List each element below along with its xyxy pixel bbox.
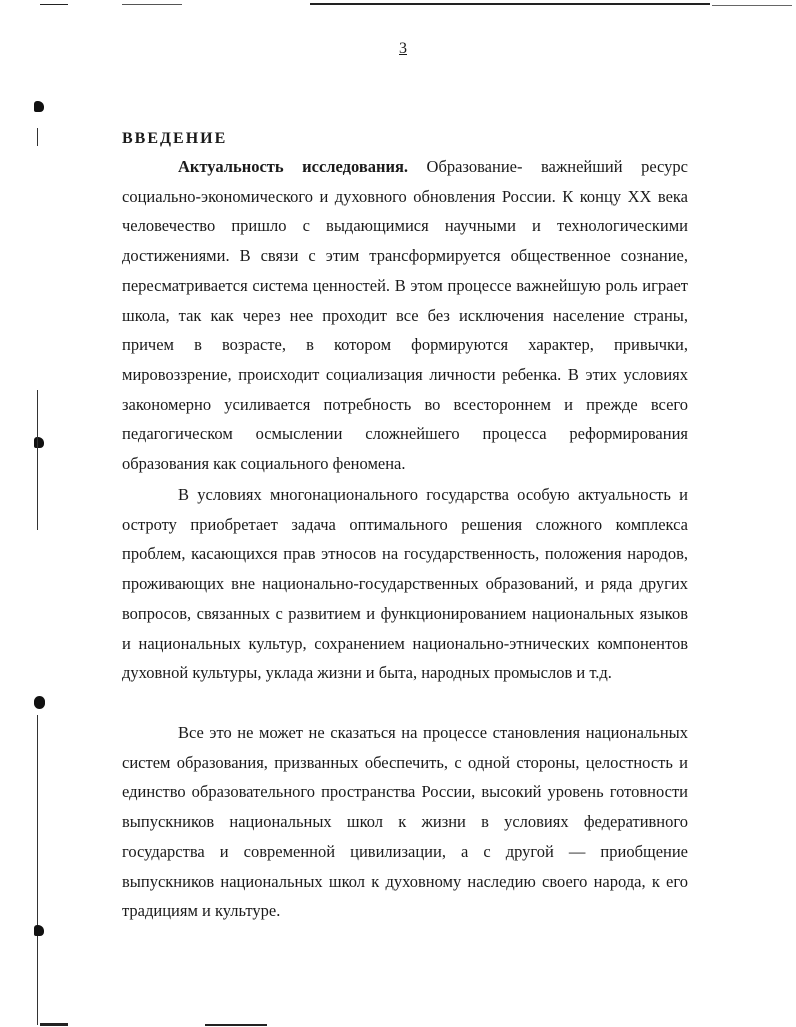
paragraph-national-education: Все это не может не сказаться на процессе становления национальных систем образования, призванных обеспечить, с одной стороны, целостность и единство образовательного пространства России, высокий уровень готовности выпускников национальных школ к жизни в условиях федеративного государства и современной цивилизации, а с другой — приобщение выпускников национальных школ к духовному наследию своего народа, к его традициям и культуре. bbox=[122, 723, 688, 921]
page-number: 3 bbox=[399, 40, 407, 57]
scan-artifact-top-rule bbox=[310, 3, 710, 5]
scan-artifact-bottom-left bbox=[40, 1023, 68, 1026]
section-heading: ВВЕДЕНИЕ bbox=[122, 130, 228, 147]
paragraph-body: Образование- важнейший ресурс социально-экономического и духовного обновления России. К концу XX века человечество пришло с выдающимися научными и технологическими достижениями. В связи с этим трансформируется общественное сознание, пересматривается система ценностей. В этом процессе важнейшую роль играет школа, так как через нее проходит все без исключения население страны, причем в возрасте, в котором формируются характер, привычки, мировоззрение, происходит социализация личности ребенка. В этих условиях закономерно усиливается потребность во всестороннем и прежде всего педагогическом осмыслении сложнейшего процесса реформирования образования как социального феномена. bbox=[122, 157, 688, 474]
scan-artifact-top-right bbox=[712, 5, 792, 6]
scan-artifact-top-mid bbox=[122, 4, 182, 5]
scan-artifact-top-left bbox=[40, 4, 68, 5]
binding-hole-mark bbox=[34, 696, 45, 709]
binding-hole-mark bbox=[34, 437, 44, 448]
paragraph-relevance bbox=[122, 152, 688, 479]
binding-edge-line bbox=[37, 715, 38, 1025]
binding-hole-mark bbox=[34, 101, 44, 112]
binding-edge-line bbox=[37, 128, 38, 146]
binding-edge-line bbox=[37, 390, 38, 530]
paragraph-multinational-state: В условиях многонационального государства особую актуальность и остроту приобретает задача оптимального решения сложного комплекса проблем, касающихся прав этносов на государственность, положения народов, проживающих вне национально-государственных образований, и ряда других вопросов, связанных с развитием и функционированием национальных языков и национальных культур, сохранением национально-этнических компонентов духовной культуры, уклада жизни и быта, народных промыслов и т.д. bbox=[122, 485, 688, 683]
scan-artifact-bottom-rule bbox=[205, 1024, 267, 1026]
paragraph-lead: Актуальность исследования. bbox=[178, 157, 409, 176]
binding-hole-mark bbox=[34, 925, 44, 936]
